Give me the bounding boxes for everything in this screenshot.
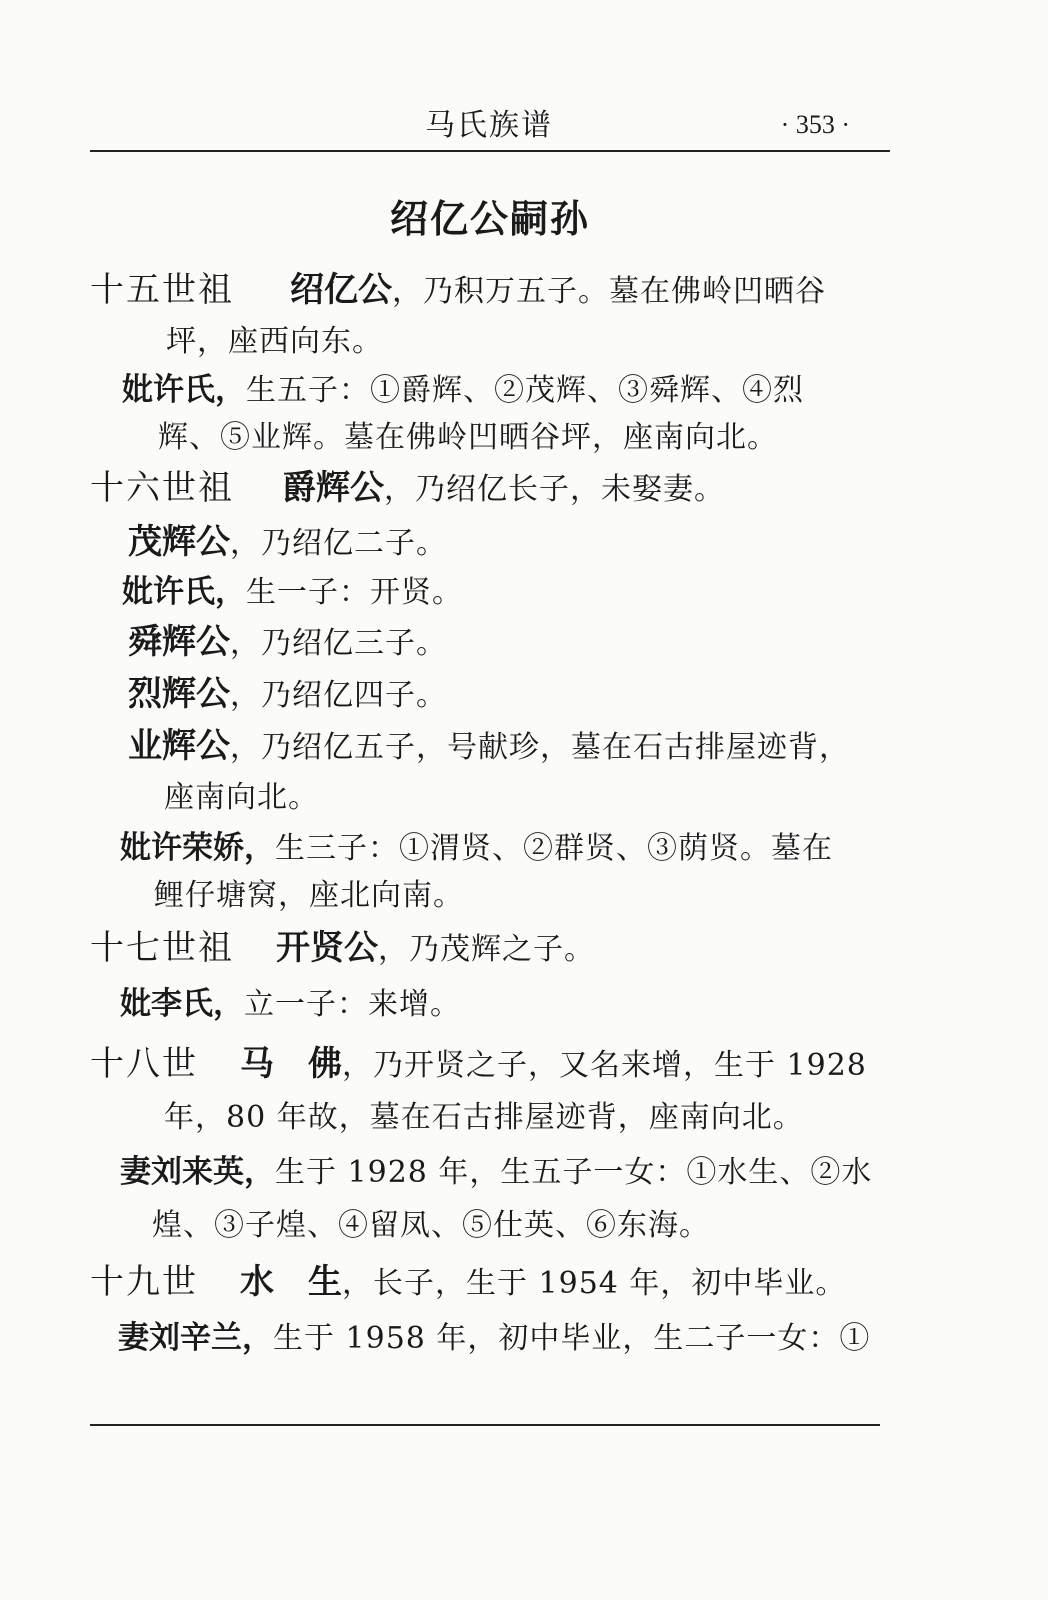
- person-name: 烈辉公: [128, 674, 230, 714]
- entry-text: ，乃积万五子。墓在佛岭凹晒谷: [392, 274, 826, 309]
- person-name: 舜辉公: [128, 622, 230, 662]
- entry-line: [122, 572, 463, 613]
- entry-line: [90, 1262, 846, 1304]
- person-name: 茂辉公: [128, 522, 230, 562]
- page-header: [90, 100, 890, 150]
- person-name: 马 佛: [240, 1044, 342, 1084]
- entry-line: [90, 928, 595, 970]
- person-name: 绍亿公: [290, 270, 392, 310]
- entry-text: 辉、⑤业辉。墓在佛岭凹晒谷坪，座南向北。: [158, 420, 778, 455]
- entry-text: 年，80 年故，墓在石古排屋迹背，座南向北。: [164, 1100, 804, 1135]
- spouse-name: 妻刘来英，: [120, 1154, 275, 1190]
- entry-line: [128, 522, 447, 564]
- entry-text: 坪，座西向东。: [166, 324, 383, 359]
- entry-text: 生于 1928 年，生五子一女：①水生、②水: [275, 1155, 873, 1190]
- generation-label: 十五世祖: [90, 270, 234, 310]
- entry-text: 生于 1958 年，初中毕业，生二子一女：①: [273, 1321, 871, 1356]
- generation-label: 十九世: [90, 1262, 198, 1302]
- entry-line: [120, 984, 461, 1025]
- entry-line: [166, 322, 383, 362]
- entry-text: ，乃绍亿四子。: [230, 678, 447, 713]
- header-rule: [90, 150, 890, 152]
- entry-line: [128, 726, 850, 768]
- person-name: 开贤公: [276, 928, 378, 968]
- entry-line: [164, 778, 319, 818]
- footer-rule: [90, 1424, 880, 1426]
- generation-label: 十八世: [90, 1044, 198, 1084]
- person-name: 业辉公: [128, 726, 230, 766]
- entry-text: ，乃茂辉之子。: [378, 932, 595, 967]
- spouse-name: 妻刘辛兰，: [118, 1320, 273, 1356]
- entry-text: ，乃开贤之子，又名来增，生于 1928: [342, 1048, 867, 1083]
- generation-label: 十六世祖: [90, 468, 234, 508]
- entry-line: [152, 1206, 710, 1246]
- entry-text: 座南向北。: [164, 780, 319, 815]
- entry-text: 煌、③子煌、④留凤、⑤仕英、⑥东海。: [152, 1208, 710, 1243]
- entry-line: [90, 1044, 867, 1086]
- entry-line: [158, 418, 778, 458]
- entry-text: ，乃绍亿三子。: [230, 626, 447, 661]
- entry-text: 鲤仔塘窝，座北向南。: [154, 878, 464, 913]
- entry-line: [118, 1318, 870, 1359]
- entry-line: [90, 468, 725, 510]
- entry-text: ，长子，生于 1954 年，初中毕业。: [342, 1266, 847, 1301]
- entry-line: [122, 370, 804, 411]
- entry-line: [120, 828, 833, 869]
- entry-line: [90, 270, 826, 312]
- entry-line: [128, 674, 447, 716]
- person-name: 水 生: [240, 1262, 342, 1302]
- entry-line: [128, 622, 447, 664]
- entry-text: ，乃绍亿二子。: [230, 526, 447, 561]
- entry-text: 生一子：开贤。: [246, 575, 463, 610]
- spouse-name: 妣许荣娇，: [120, 830, 275, 866]
- entry-text: 生五子：①爵辉、②茂辉、③舜辉、④烈: [246, 373, 804, 408]
- entry-text: 立一子：来增。: [244, 987, 461, 1022]
- entry-line: [154, 876, 464, 916]
- entry-line: [120, 1152, 872, 1193]
- running-title: 马氏族谱: [425, 108, 553, 143]
- entry-text: 生三子：①渭贤、②群贤、③荫贤。墓在: [275, 831, 833, 866]
- page-number: · 353 ·: [780, 110, 850, 139]
- entry-text: ，乃绍亿五子，号献珍，墓在石古排屋迹背，: [230, 730, 850, 765]
- generation-label: 十七世祖: [90, 928, 234, 968]
- spouse-name: 妣李氏，: [120, 986, 244, 1022]
- spouse-name: 妣许氏，: [122, 574, 246, 610]
- person-name: 爵辉公: [282, 468, 384, 508]
- entry-line: [164, 1098, 804, 1138]
- section-title: 绍亿公嗣孙: [389, 197, 590, 241]
- spouse-name: 妣许氏，: [122, 372, 246, 408]
- entry-text: ，乃绍亿长子，未娶妻。: [384, 472, 725, 507]
